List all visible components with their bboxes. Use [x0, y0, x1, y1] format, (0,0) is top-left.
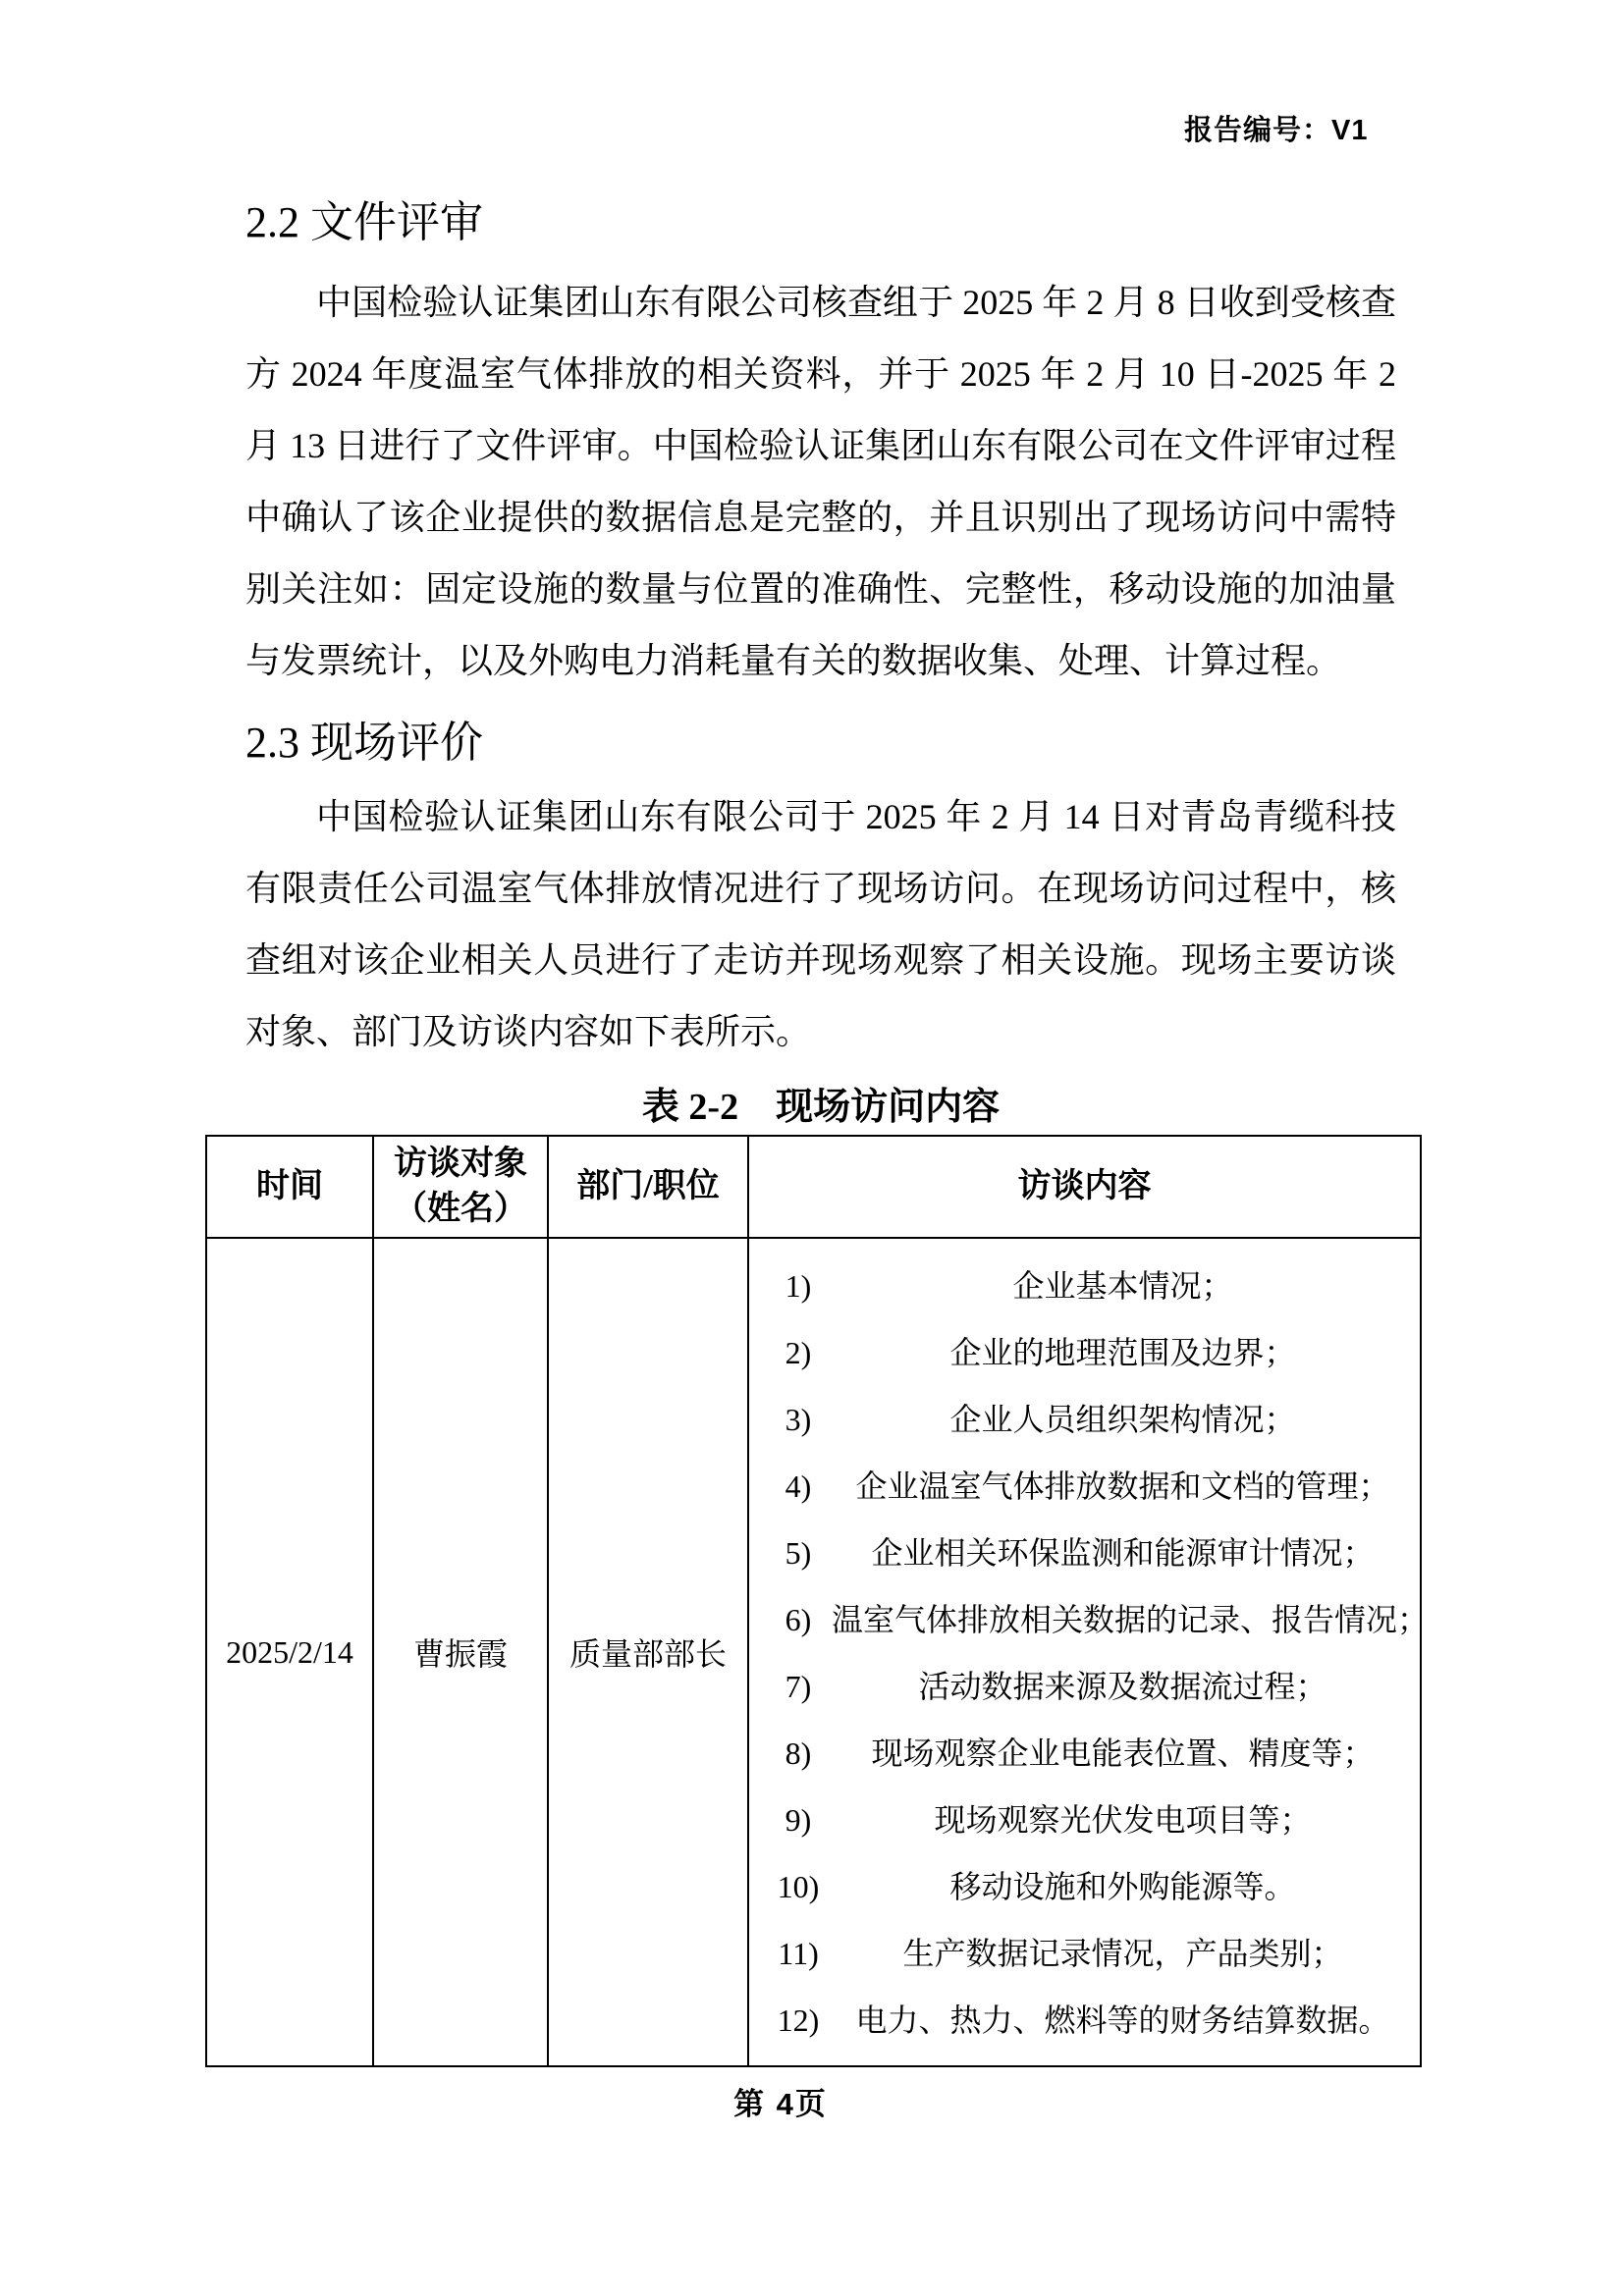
item-text: 温室气体排放相关数据的记录、报告情况；	[832, 1602, 1430, 1637]
item-number: 10)	[777, 1869, 820, 1904]
list-item	[749, 1319, 1414, 1386]
item-text: 生产数据记录情况，产品类别；	[902, 1936, 1343, 1971]
table-header-row	[206, 1136, 1421, 1238]
report-number: 报告编号：V1	[1184, 115, 1369, 146]
list-item	[749, 1253, 1414, 1319]
item-text: 现场观察光伏发电项目等；	[934, 1802, 1312, 1838]
item-text: 电力、热力、燃料等的财务结算数据。	[855, 2002, 1390, 2038]
cell-interview-content	[748, 1238, 1430, 2066]
site-visit-table	[205, 1135, 1430, 2067]
col-header-interviewee-line2: （姓名）	[394, 1191, 527, 1227]
item-number: 2)	[785, 1335, 812, 1370]
list-item	[749, 1787, 1414, 1853]
item-text: 企业的地理范围及边界；	[949, 1335, 1296, 1370]
page-number: 第 4页	[733, 2087, 828, 2121]
item-text: 企业人员组织架构情况；	[949, 1402, 1296, 1437]
list-item	[749, 1987, 1414, 2054]
paragraph-document-review: 中国检验认证集团山东有限公司核查组于 2025 年 2 月 8 日收到受核查方 2024 年度温室气体排放的相关资料，并于 2025 年 2 月 10 日-2025 年 2 月 13 日进行了文件评审。中国检验认证集团山东有限公司在文件评审过程中确认了该企业提供的数据信息是完整的，并且识别出了现场访问中需特别关注如：固定设施的数量与位置的准确性、完整性，移动设施的加油量与发票统计，以及外购电力消耗量有关的数据收集、处理、计算过程。	[245, 283, 1396, 680]
item-number: 9)	[785, 1802, 812, 1838]
item-number: 11)	[778, 1936, 819, 1971]
col-header-interviewee-line1: 访谈对象	[394, 1146, 527, 1182]
list-item	[749, 1386, 1414, 1453]
col-header-interviewee	[373, 1136, 548, 1238]
item-number: 6)	[785, 1602, 812, 1637]
cell-interviewee: 曹振霞	[373, 1238, 548, 2066]
list-item	[749, 1720, 1414, 1787]
item-text: 企业温室气体排放数据和文档的管理；	[855, 1468, 1390, 1504]
item-number: 4)	[785, 1468, 812, 1504]
list-item	[749, 1853, 1414, 1920]
cell-time: 2025/2/14	[206, 1238, 373, 2066]
item-number: 8)	[785, 1735, 812, 1771]
table-caption: 表 2-2 现场访问内容	[641, 1087, 1001, 1128]
cell-department: 质量部部长	[548, 1238, 748, 2066]
item-number: 12)	[777, 2002, 820, 2038]
paragraph-site-visit: 中国检验认证集团山东有限公司于 2025 年 2 月 14 日对青岛青缆科技有限责任公司温室气体排放情况进行了现场访问。在现场访问过程中，核查组对该企业相关人员进行了走访并现场观察了相关设施。现场主要访谈对象、部门及访谈内容如下表所示。	[245, 797, 1396, 1051]
list-item	[749, 1453, 1414, 1520]
item-text: 活动数据来源及数据流过程；	[918, 1669, 1327, 1704]
col-header-department: 部门/职位	[548, 1136, 748, 1238]
table-row	[206, 1238, 1421, 2066]
item-text: 移动设施和外购能源等。	[949, 1869, 1296, 1904]
item-text: 企业基本情况；	[1012, 1268, 1233, 1304]
item-number: 3)	[785, 1402, 812, 1437]
item-text: 企业相关环保监测和能源审计情况；	[871, 1535, 1375, 1571]
item-text: 现场观察企业电能表位置、精度等；	[871, 1735, 1375, 1771]
item-number: 7)	[785, 1669, 812, 1704]
list-item	[749, 1520, 1414, 1586]
col-header-time: 时间	[206, 1136, 373, 1238]
list-item	[749, 1653, 1414, 1720]
item-number: 5)	[785, 1535, 812, 1571]
item-number: 1)	[785, 1268, 812, 1304]
list-item	[749, 1920, 1414, 1987]
col-header-content: 访谈内容	[748, 1136, 1421, 1238]
list-item	[749, 1586, 1430, 1653]
section-heading-2-2: 2.2 文件评审	[245, 198, 483, 246]
section-heading-2-3: 2.3 现场评价	[245, 719, 483, 767]
